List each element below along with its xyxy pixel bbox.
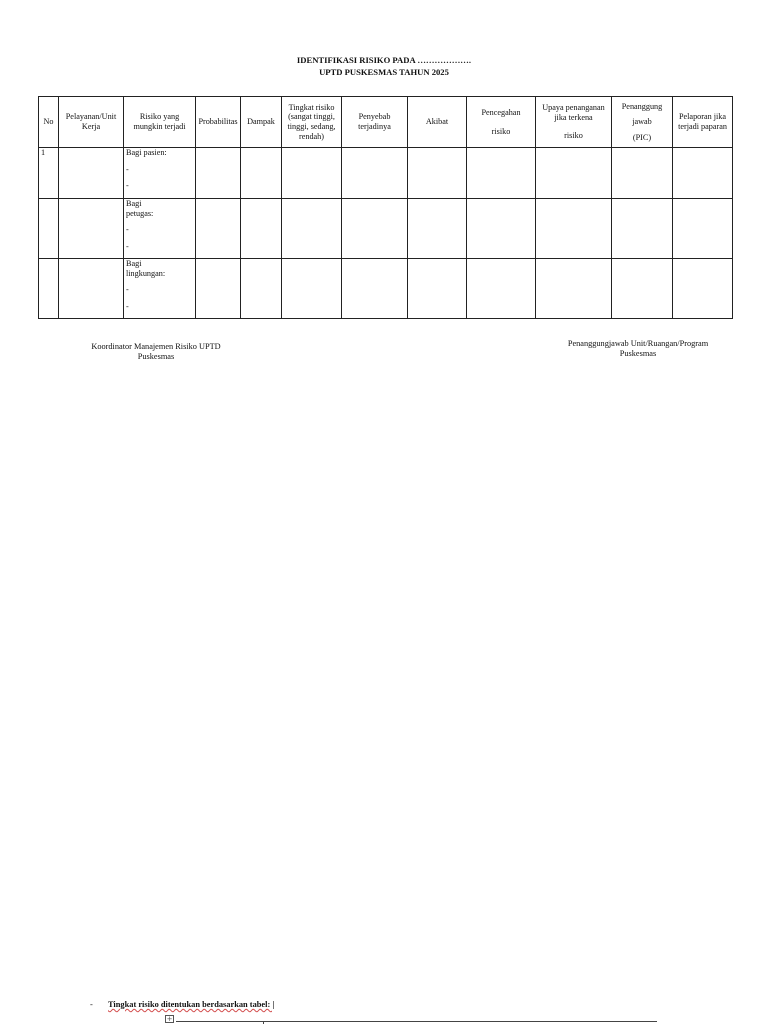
cell-dampak [241,148,282,199]
table-header-row [39,97,733,148]
cell-tingkat-risiko [282,148,342,199]
note-dash: - [90,1000,93,1009]
risk-group-label: Bagi lingkungan: [126,259,166,278]
cell-penyebab [342,148,408,199]
cell-akibat [408,148,467,199]
cell-dampak [241,199,282,259]
signature-coordinator: Koordinator Manajemen Risiko UPTD Puskesmas [91,342,221,361]
cell-tingkat-risiko [282,259,342,319]
cell-upaya [536,148,612,199]
risk-identification-table [38,96,733,319]
risk-bullet: - [126,164,129,174]
header-no: No [39,97,59,148]
risk-bullet: - [126,285,129,295]
document-title: IDENTIFIKASI RISIKO PADA ………………. [296,55,472,65]
document-subtitle: UPTD PUSKESMAS TAHUN 2025 [319,67,449,77]
cell-pencegahan [467,259,536,319]
cell-pencegahan [467,199,536,259]
header-pencegahan-line1: Pencegahan [481,107,521,117]
cell-pelayanan [59,259,124,319]
header-pencegahan-line2: risiko [491,126,511,136]
cell-risiko [124,259,196,319]
header-pencegahan [467,97,536,148]
cell-pelaporan [673,148,733,199]
move-handle-icon[interactable]: + [166,1015,173,1023]
table-row [39,199,733,259]
cell-no [39,259,59,319]
cell-penanggung-jawab [612,148,673,199]
header-pj-line1: Penanggung [621,101,663,111]
cell-penanggung-jawab [612,259,673,319]
cell-akibat [408,199,467,259]
header-probabilitas: Probabilitas [196,97,241,148]
header-penanggung-jawab [612,97,673,148]
cell-penyebab [342,259,408,319]
header-dampak: Dampak [241,97,282,148]
table-row [39,259,733,319]
header-upaya [536,97,612,148]
cell-no: 1 [39,148,59,199]
cell-risiko [124,199,196,259]
risk-bullet: - [126,225,129,235]
header-akibat: Akibat [408,97,467,148]
signature-unit-head: Penanggungjawab Unit/Ruangan/Program Puskesmas [567,339,709,358]
cell-pencegahan [467,148,536,199]
header-upaya-line1: Upaya penanganan jika terkena [542,103,605,122]
header-upaya-line2: risiko [564,131,583,141]
cell-tingkat-risiko [282,199,342,259]
risk-level-note [90,999,274,1010]
risk-group-label: Bagi pasien: [126,148,167,157]
header-pelaporan: Pelaporan jika terjadi paparan [673,97,733,148]
cell-probabilitas [196,199,241,259]
cell-pelayanan [59,148,124,199]
cell-pelaporan [673,199,733,259]
cell-dampak [241,259,282,319]
header-penyebab: Penyebab terjadinya [342,97,408,148]
cell-pelayanan [59,199,124,259]
cell-probabilitas [196,259,241,319]
cell-upaya [536,199,612,259]
risk-bullet: - [126,181,129,191]
risk-bullet: - [126,241,129,251]
cell-upaya [536,259,612,319]
risk-group-label: Bagi petugas: [126,199,154,218]
header-tingkat-risiko: Tingkat risiko (sangat tinggi, tinggi, sedang, rendah) [282,97,342,148]
cell-no [39,199,59,259]
cell-probabilitas [196,148,241,199]
risk-bullet: - [126,301,129,311]
cell-akibat [408,259,467,319]
header-pj-line3: (PIC) [632,132,652,142]
next-table-top-border [176,1021,657,1022]
header-pj-line2: jawab [632,117,652,127]
cell-penanggung-jawab [612,199,673,259]
note-text: Tingkat risiko ditentukan berdasarkan tabel: | [108,1000,275,1009]
table-row [39,148,733,199]
header-pelayanan: Pelayanan/Unit Kerja [59,97,124,148]
header-risiko: Risiko yang mungkin terjadi [124,97,196,148]
cell-risiko [124,148,196,199]
cell-penyebab [342,199,408,259]
cell-pelaporan [673,259,733,319]
